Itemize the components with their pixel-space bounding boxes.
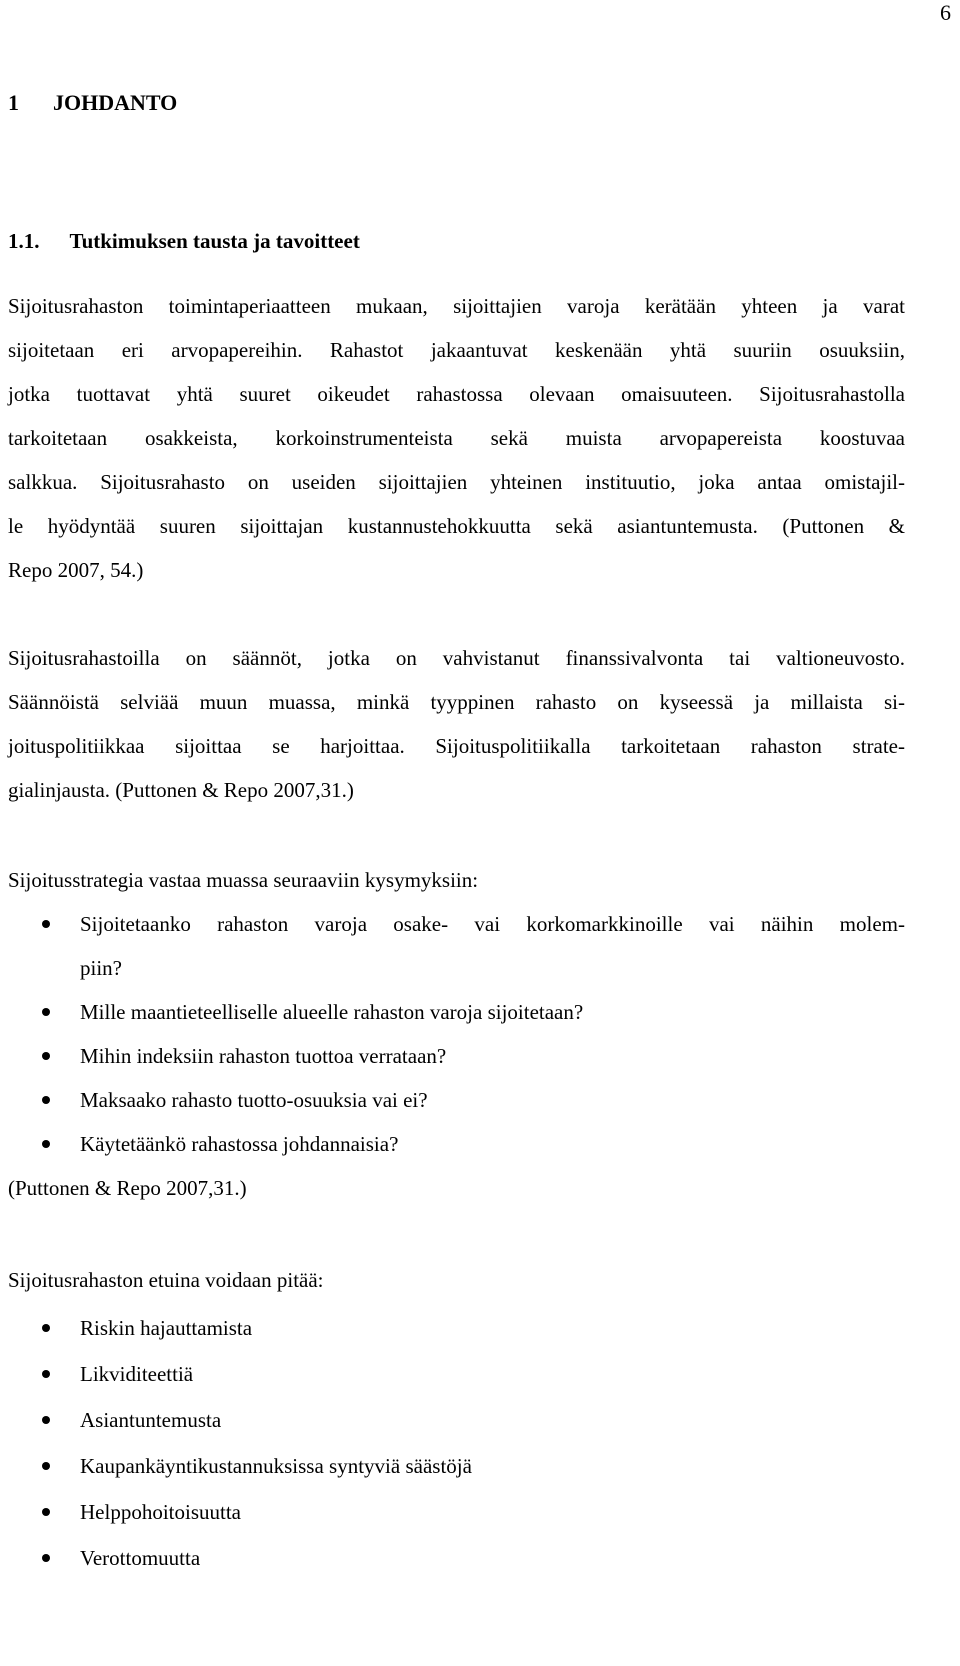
list-item	[8, 1536, 905, 1582]
bullet-icon	[42, 1554, 50, 1562]
bullet-icon	[42, 1462, 50, 1470]
chapter-number: 1	[8, 90, 19, 115]
list-item	[8, 990, 905, 1034]
strategy-section	[8, 858, 905, 1210]
text-line: piin?	[80, 956, 122, 980]
text-line: Riskin hajauttamista	[80, 1316, 253, 1340]
bullet-icon	[42, 1508, 50, 1516]
text-line: le hyödyntää suuren sijoittajan kustannustehokkuutta sekä asiantuntemusta. (Puttonen &	[8, 514, 905, 538]
text-line: tarkoitetaan osakkeista, korkoinstrumenteista sekä muista arvopapereista koostuvaa	[8, 426, 905, 450]
text-line: Sijoitusrahaston toimintaperiaatteen mukaan, sijoittajien varoja kerätään yhteen ja varat	[8, 294, 905, 318]
advantages-list	[8, 1306, 905, 1582]
text-line: Likviditeettiä	[80, 1362, 194, 1386]
list-item	[8, 1490, 905, 1536]
list-item	[8, 1352, 905, 1398]
bullet-icon	[42, 920, 50, 928]
text-line: Repo 2007, 54.)	[8, 558, 144, 582]
list-item	[8, 1306, 905, 1352]
bullet-icon	[42, 1008, 50, 1016]
text-line: Kaupankäyntikustannuksissa syntyviä säästöjä	[80, 1454, 472, 1478]
bullet-icon	[42, 1096, 50, 1104]
text-line: jotka tuottavat yhtä suuret oikeudet rahastossa olevaan omaisuuteen. Sijoitusrahastolla	[8, 382, 905, 406]
text-line: Verottomuutta	[80, 1546, 201, 1570]
bullet-icon	[42, 1140, 50, 1148]
chapter-title: JOHDANTO	[53, 90, 178, 115]
list-item	[8, 1122, 905, 1166]
section-title: Tutkimuksen tausta ja tavoitteet	[69, 229, 360, 253]
text-line: gialinjausta. (Puttonen & Repo 2007,31.)	[8, 778, 354, 802]
section-heading	[8, 228, 360, 254]
list-item	[8, 1398, 905, 1444]
chapter-heading	[8, 90, 177, 116]
text-line: Helppohoitoisuutta	[80, 1500, 241, 1524]
advantages-intro: Sijoitusrahaston etuina voidaan pitää:	[8, 1268, 324, 1292]
list-item	[8, 1444, 905, 1490]
bullet-icon	[42, 1324, 50, 1332]
text-line: Mihin indeksiin rahaston tuottoa verrataan?	[80, 1044, 447, 1068]
list-item	[8, 1078, 905, 1122]
text-line: Sijoitetaanko rahaston varoja osake- vai korkomarkkinoille vai näihin molem-	[80, 912, 905, 936]
text-line: salkkua. Sijoitusrahasto on useiden sijoittajien yhteinen instituutio, joka antaa omistajil-	[8, 470, 905, 494]
paragraph-fund-principle	[8, 284, 905, 592]
advantages-section	[8, 1258, 905, 1582]
bullet-icon	[42, 1052, 50, 1060]
page-number: 6	[940, 0, 951, 25]
text-line: sijoitetaan eri arvopapereihin. Rahastot jakaantuvat keskenään yhtä suuriin osuuksiin,	[8, 338, 905, 362]
paragraph-fund-rules	[8, 636, 905, 812]
text-line: Käytetäänkö rahastossa johdannaisia?	[80, 1132, 399, 1156]
text-line: Mille maantieteelliselle alueelle rahaston varoja sijoitetaan?	[80, 1000, 584, 1024]
section-number: 1.1.	[8, 229, 40, 253]
text-line: joituspolitiikkaa sijoittaa se harjoittaa. Sijoituspolitiikalla tarkoitetaan rahaston strate-	[8, 734, 905, 758]
strategy-intro: Sijoitusstrategia vastaa muassa seuraaviin kysymyksiin:	[8, 868, 479, 892]
text-line: Maksaako rahasto tuotto-osuuksia vai ei?	[80, 1088, 428, 1112]
bullet-icon	[42, 1416, 50, 1424]
strategy-reference: (Puttonen & Repo 2007,31.)	[8, 1176, 247, 1200]
text-line: Säännöistä selviää muun muassa, minkä tyyppinen rahasto on kyseessä ja millaista si-	[8, 690, 905, 714]
list-item	[8, 1034, 905, 1078]
list-item	[8, 902, 905, 990]
text-line: Asiantuntemusta	[80, 1408, 222, 1432]
text-line: Sijoitusrahastoilla on säännöt, jotka on vahvistanut finanssivalvonta tai valtioneuvosto.	[8, 646, 905, 670]
bullet-icon	[42, 1370, 50, 1378]
strategy-question-list	[8, 902, 905, 1166]
